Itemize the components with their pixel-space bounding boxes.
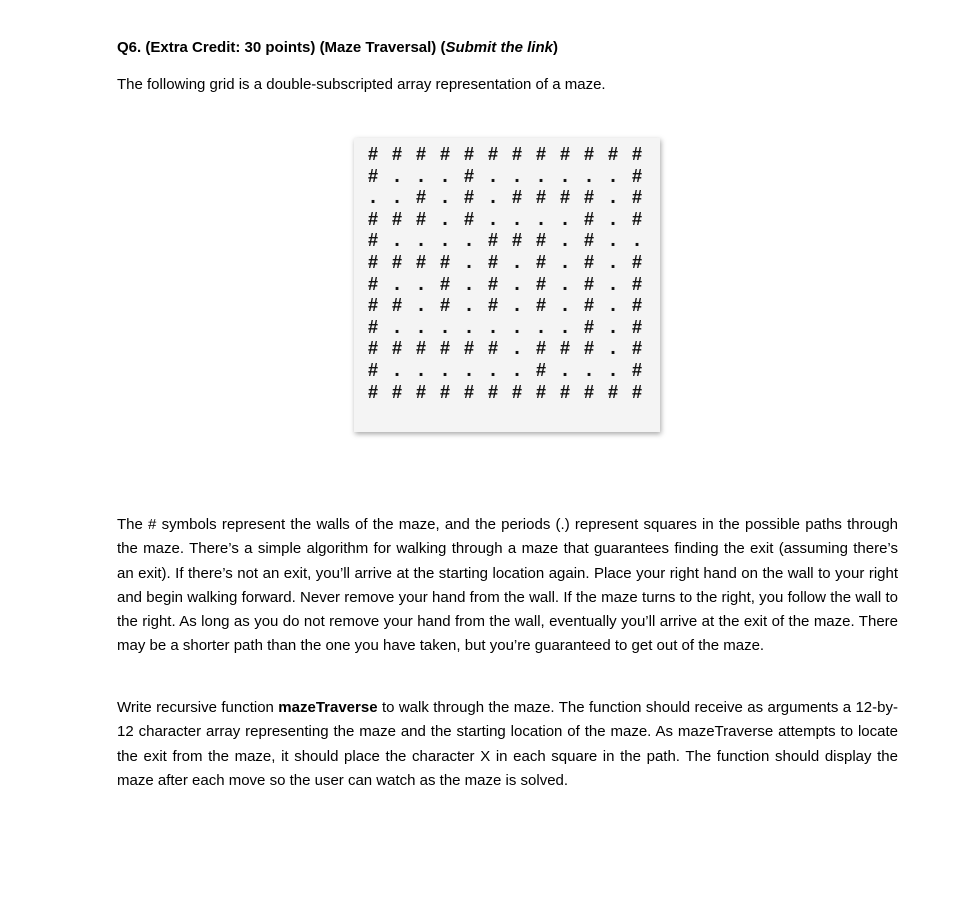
maze-wall: # [391, 144, 402, 164]
maze-wall: # [367, 359, 378, 380]
maze-wall: # [631, 144, 642, 164]
maze-path: . [562, 358, 568, 381]
maze-path: . [562, 294, 568, 317]
maze-grid [361, 144, 649, 403]
intro-text: The following grid is a double-subscripted array representation of a maze. [117, 76, 606, 93]
maze-path: . [394, 315, 400, 338]
maze-wall: # [487, 338, 498, 359]
maze-wall: # [535, 273, 546, 294]
maze-wall: # [487, 273, 498, 294]
maze-wall: # [583, 251, 594, 272]
maze-path: . [418, 315, 424, 338]
maze-wall: # [631, 338, 642, 359]
maze-path: . [394, 358, 400, 381]
maze-wall: # [583, 230, 594, 251]
maze-wall: # [487, 251, 498, 272]
maze-path: . [418, 272, 424, 295]
submit-link-text: Submit the link [445, 39, 553, 56]
maze-path: . [562, 315, 568, 338]
maze-path: . [490, 164, 496, 187]
maze-wall: # [631, 381, 642, 402]
maze-path: . [418, 164, 424, 187]
maze-wall: # [463, 144, 474, 164]
maze-wall: # [367, 381, 378, 402]
maze-path: . [610, 186, 616, 209]
maze-wall: # [463, 381, 474, 402]
maze-wall: # [535, 338, 546, 359]
maze-path: . [514, 294, 520, 317]
maze-wall: # [511, 381, 522, 402]
maze-path: . [514, 250, 520, 273]
maze-wall: # [367, 208, 378, 229]
maze-wall: # [487, 295, 498, 316]
maze-wall: # [559, 144, 570, 164]
maze-path: . [466, 315, 472, 338]
maze-wall: # [583, 187, 594, 208]
maze-wall: # [439, 338, 450, 359]
maze-wall: # [607, 144, 618, 164]
maze-path: . [418, 294, 424, 317]
maze-wall: # [367, 144, 378, 164]
maze-wall: # [439, 251, 450, 272]
maze-wall: # [583, 338, 594, 359]
maze-path: . [490, 186, 496, 209]
topic-label: (Maze Traversal) [319, 39, 437, 56]
maze-path: . [610, 164, 616, 187]
maze-path: . [562, 164, 568, 187]
maze-wall: # [439, 144, 450, 164]
maze-path: . [442, 164, 448, 187]
maze-wall: # [487, 144, 498, 164]
maze-path: . [514, 337, 520, 360]
maze-wall: # [535, 381, 546, 402]
maze-path: . [466, 358, 472, 381]
question-heading [117, 39, 558, 56]
maze-wall: # [535, 251, 546, 272]
maze-wall: # [583, 381, 594, 402]
maze-path: . [538, 315, 544, 338]
maze-path: . [610, 294, 616, 317]
maze-path: . [442, 207, 448, 230]
maze-wall: # [631, 316, 642, 337]
maze-wall: # [631, 273, 642, 294]
maze-path: . [394, 272, 400, 295]
maze-path: . [442, 229, 448, 252]
assignment-paragraph: Write recursive function mazeTraverse to walk through the maze. The function should receive as arguments a 12-by-12 character array representing the maze and the starting location of the maze. As mazeTraverse attempts to locate the exit from the maze, it should place the character X in each square in the path. The function should display the maze after each move so the user can watch as the maze is solved. [117, 699, 898, 789]
maze-path: . [466, 272, 472, 295]
extra-credit-label: (Extra Credit: 30 points) [145, 39, 316, 56]
maze-wall: # [583, 208, 594, 229]
maze-wall: # [367, 251, 378, 272]
maze-path: . [634, 229, 640, 252]
maze-path: . [610, 272, 616, 295]
maze-path: . [442, 186, 448, 209]
maze-wall: # [391, 381, 402, 402]
maze-wall: # [415, 338, 426, 359]
submit-note: (Submit the link) [440, 39, 558, 56]
maze-wall: # [559, 381, 570, 402]
maze-wall: # [439, 273, 450, 294]
maze-path: . [490, 358, 496, 381]
maze-path: . [562, 272, 568, 295]
maze-path: . [610, 358, 616, 381]
maze-path: . [466, 294, 472, 317]
maze-path: . [610, 207, 616, 230]
maze-path: . [538, 207, 544, 230]
maze-wall: # [367, 316, 378, 337]
maze-wall: # [487, 230, 498, 251]
maze-wall: # [583, 295, 594, 316]
maze-wall: # [583, 273, 594, 294]
maze-wall: # [511, 144, 522, 164]
maze-path: . [586, 358, 592, 381]
maze-wall: # [631, 251, 642, 272]
maze-wall: # [391, 251, 402, 272]
maze-wall: # [535, 295, 546, 316]
maze-path: . [514, 207, 520, 230]
maze-path: . [562, 207, 568, 230]
maze-wall: # [631, 187, 642, 208]
maze-path: . [610, 229, 616, 252]
maze-wall: # [367, 295, 378, 316]
maze-wall: # [631, 208, 642, 229]
function-name: mazeTraverse [278, 699, 378, 716]
maze-wall: # [415, 208, 426, 229]
maze-path: . [538, 164, 544, 187]
maze-path: . [562, 229, 568, 252]
maze-wall: # [535, 230, 546, 251]
maze-path: . [418, 358, 424, 381]
maze-path: . [394, 164, 400, 187]
maze-wall: # [559, 187, 570, 208]
maze-path: . [490, 207, 496, 230]
maze-wall: # [607, 381, 618, 402]
maze-path: . [610, 315, 616, 338]
maze-path: . [514, 358, 520, 381]
maze-wall: # [415, 381, 426, 402]
maze-wall: # [415, 187, 426, 208]
maze-wall: # [463, 338, 474, 359]
maze-path: . [394, 229, 400, 252]
maze-path: . [370, 186, 376, 209]
maze-wall: # [511, 230, 522, 251]
maze-wall: # [631, 295, 642, 316]
maze-wall: # [439, 381, 450, 402]
maze-path: . [466, 229, 472, 252]
maze-wall: # [463, 208, 474, 229]
maze-wall: # [583, 144, 594, 164]
question-number: Q6. [117, 39, 142, 56]
maze-path: . [514, 164, 520, 187]
maze-path: . [586, 164, 592, 187]
maze-wall: # [511, 187, 522, 208]
maze-wall: # [583, 316, 594, 337]
maze-path: . [466, 250, 472, 273]
maze-wall: # [439, 295, 450, 316]
maze-wall: # [631, 359, 642, 380]
maze-wall: # [367, 338, 378, 359]
maze-path: . [394, 186, 400, 209]
maze-path: . [442, 315, 448, 338]
maze-figure [354, 138, 660, 432]
maze-wall: # [391, 295, 402, 316]
maze-wall: # [463, 165, 474, 186]
maze-path: . [610, 250, 616, 273]
maze-wall: # [559, 338, 570, 359]
maze-path: . [418, 229, 424, 252]
maze-wall: # [367, 273, 378, 294]
maze-path: . [514, 315, 520, 338]
maze-wall: # [367, 165, 378, 186]
maze-wall: # [415, 251, 426, 272]
maze-wall: # [391, 338, 402, 359]
maze-path: . [562, 250, 568, 273]
maze-wall: # [487, 381, 498, 402]
maze-path: . [490, 315, 496, 338]
maze-path: . [442, 358, 448, 381]
maze-path: . [514, 272, 520, 295]
maze-path: . [610, 337, 616, 360]
maze-wall: # [391, 208, 402, 229]
maze-wall: # [367, 230, 378, 251]
maze-wall: # [535, 187, 546, 208]
maze-wall: # [463, 187, 474, 208]
maze-wall: # [535, 144, 546, 164]
maze-explanation-paragraph: The # symbols represent the walls of the maze, and the periods (.) represent squares in the possible paths through the maze. There’s a simple algorithm for walking through a maze that guarantees finding the exit (assuming there’s an exit). If there’s not an exit, you’ll arrive at the starting location again. Place your right hand on the wall to your right and begin walking forward. Never remove your hand from the wall. If the maze turns to the right, you follow the wall to the right. As long as you do not remove your hand from the wall, eventually you’ll arrive at the exit of the maze. There may be a shorter path than the one you have taken, but you’re guaranteed to get out of the maze. [117, 516, 898, 655]
maze-wall: # [631, 165, 642, 186]
maze-wall: # [535, 359, 546, 380]
maze-wall: # [415, 144, 426, 164]
